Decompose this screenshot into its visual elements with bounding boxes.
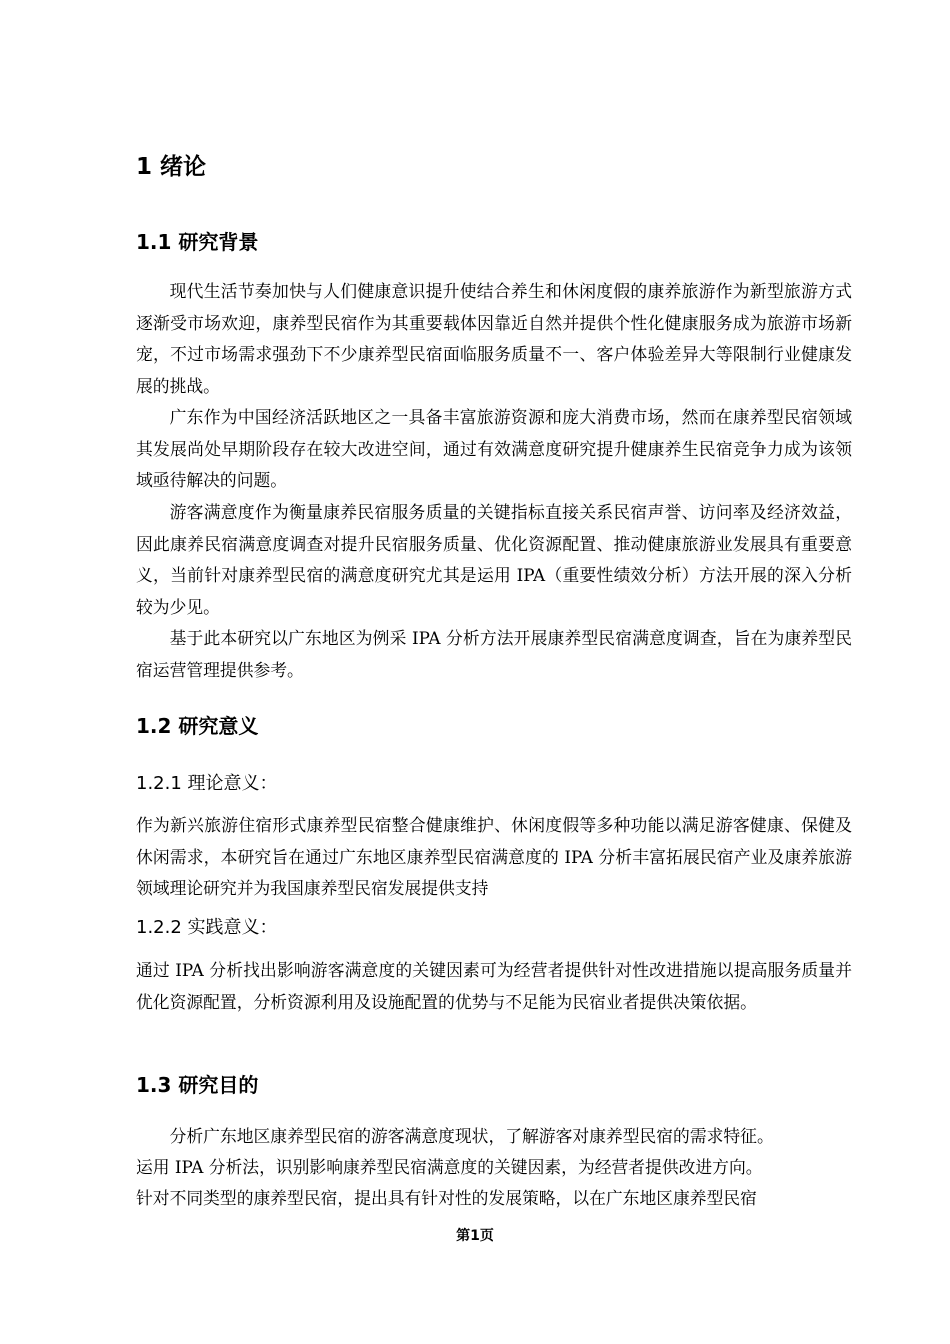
paragraph-theory: 作为新兴旅游住宿形式康养型民宿整合健康维护、休闲度假等多种功能以满足游客健康、保健及休闲需求，本研究旨在通过广东地区康养型民宿满意度的 IPA 分析丰富拓展民宿产业及康养旅游领域理论研究并为我国康养型民宿发展提供支持 <box>136 815 852 898</box>
paragraph-practice: 通过 IPA 分析找出影响游客满意度的关键因素可为经营者提供针对性改进措施以提高服务质量并优化资源配置，分析资源利用及设施配置的优势与不足能为民宿业者提供决策依据。 <box>136 960 852 1012</box>
paragraph-background-4: 基于此本研究以广东地区为例采 IPA 分析方法开展康养型民宿满意度调查，旨在为康养型民宿运营管理提供参考。 <box>136 628 852 680</box>
page-number: 第1页 <box>456 1228 494 1244</box>
paragraph-background-1: 现代生活节奏加快与人们健康意识提升使结合养生和休闲度假的康养旅游作为新型旅游方式逐渐受市场欢迎，康养型民宿作为其重要载体因靠近自然并提供个性化健康服务成为旅游市场新宠，不过市场需求强劲下不少康养型民宿面临服务质量不一、客户体验差异大等限制行业健康发展的挑战。 <box>136 281 852 396</box>
paragraph-purpose-2: 运用 IPA 分析法，识别影响康养型民宿满意度的关键因素，为经营者提供改进方向。 <box>136 1157 763 1177</box>
paragraph-purpose-1: 分析广东地区康养型民宿的游客满意度现状，了解游客对康养型民宿的需求特征。 <box>169 1126 774 1146</box>
subsection-heading-1-2-1: 1.2.1 理论意义： <box>136 773 278 794</box>
paragraph-purpose-3: 针对不同类型的康养型民宿，提出具有针对性的发展策略，以在广东地区康养型民宿 <box>136 1188 757 1208</box>
subsection-heading-1-2-2: 1.2.2 实践意义： <box>136 917 278 938</box>
chapter-title: 1 绪论 <box>136 154 207 180</box>
section-heading-1-2: 1.2 研究意义 <box>136 714 259 738</box>
paragraph-background-2: 广东作为中国经济活跃地区之一具备丰富旅游资源和庞大消费市场，然而在康养型民宿领域其发展尚处早期阶段存在较大改进空间，通过有效满意度研究提升健康养生民宿竞争力成为该领域亟待解决的问题。 <box>136 407 852 490</box>
section-heading-1-1: 1.1 研究背景 <box>136 230 259 254</box>
paragraph-background-3: 游客满意度作为衡量康养民宿服务质量的关键指标直接关系民宿声誉、访问率及经济效益，因此康养民宿满意度调查对提升民宿服务质量、优化资源配置、推动健康旅游业发展具有重要意义，当前针对康养型民宿的满意度研究尤其是运用 IPA（重要性绩效分析）方法开展的深入分析较为少见。 <box>136 502 852 617</box>
section-heading-1-3: 1.3 研究目的 <box>136 1073 259 1097</box>
